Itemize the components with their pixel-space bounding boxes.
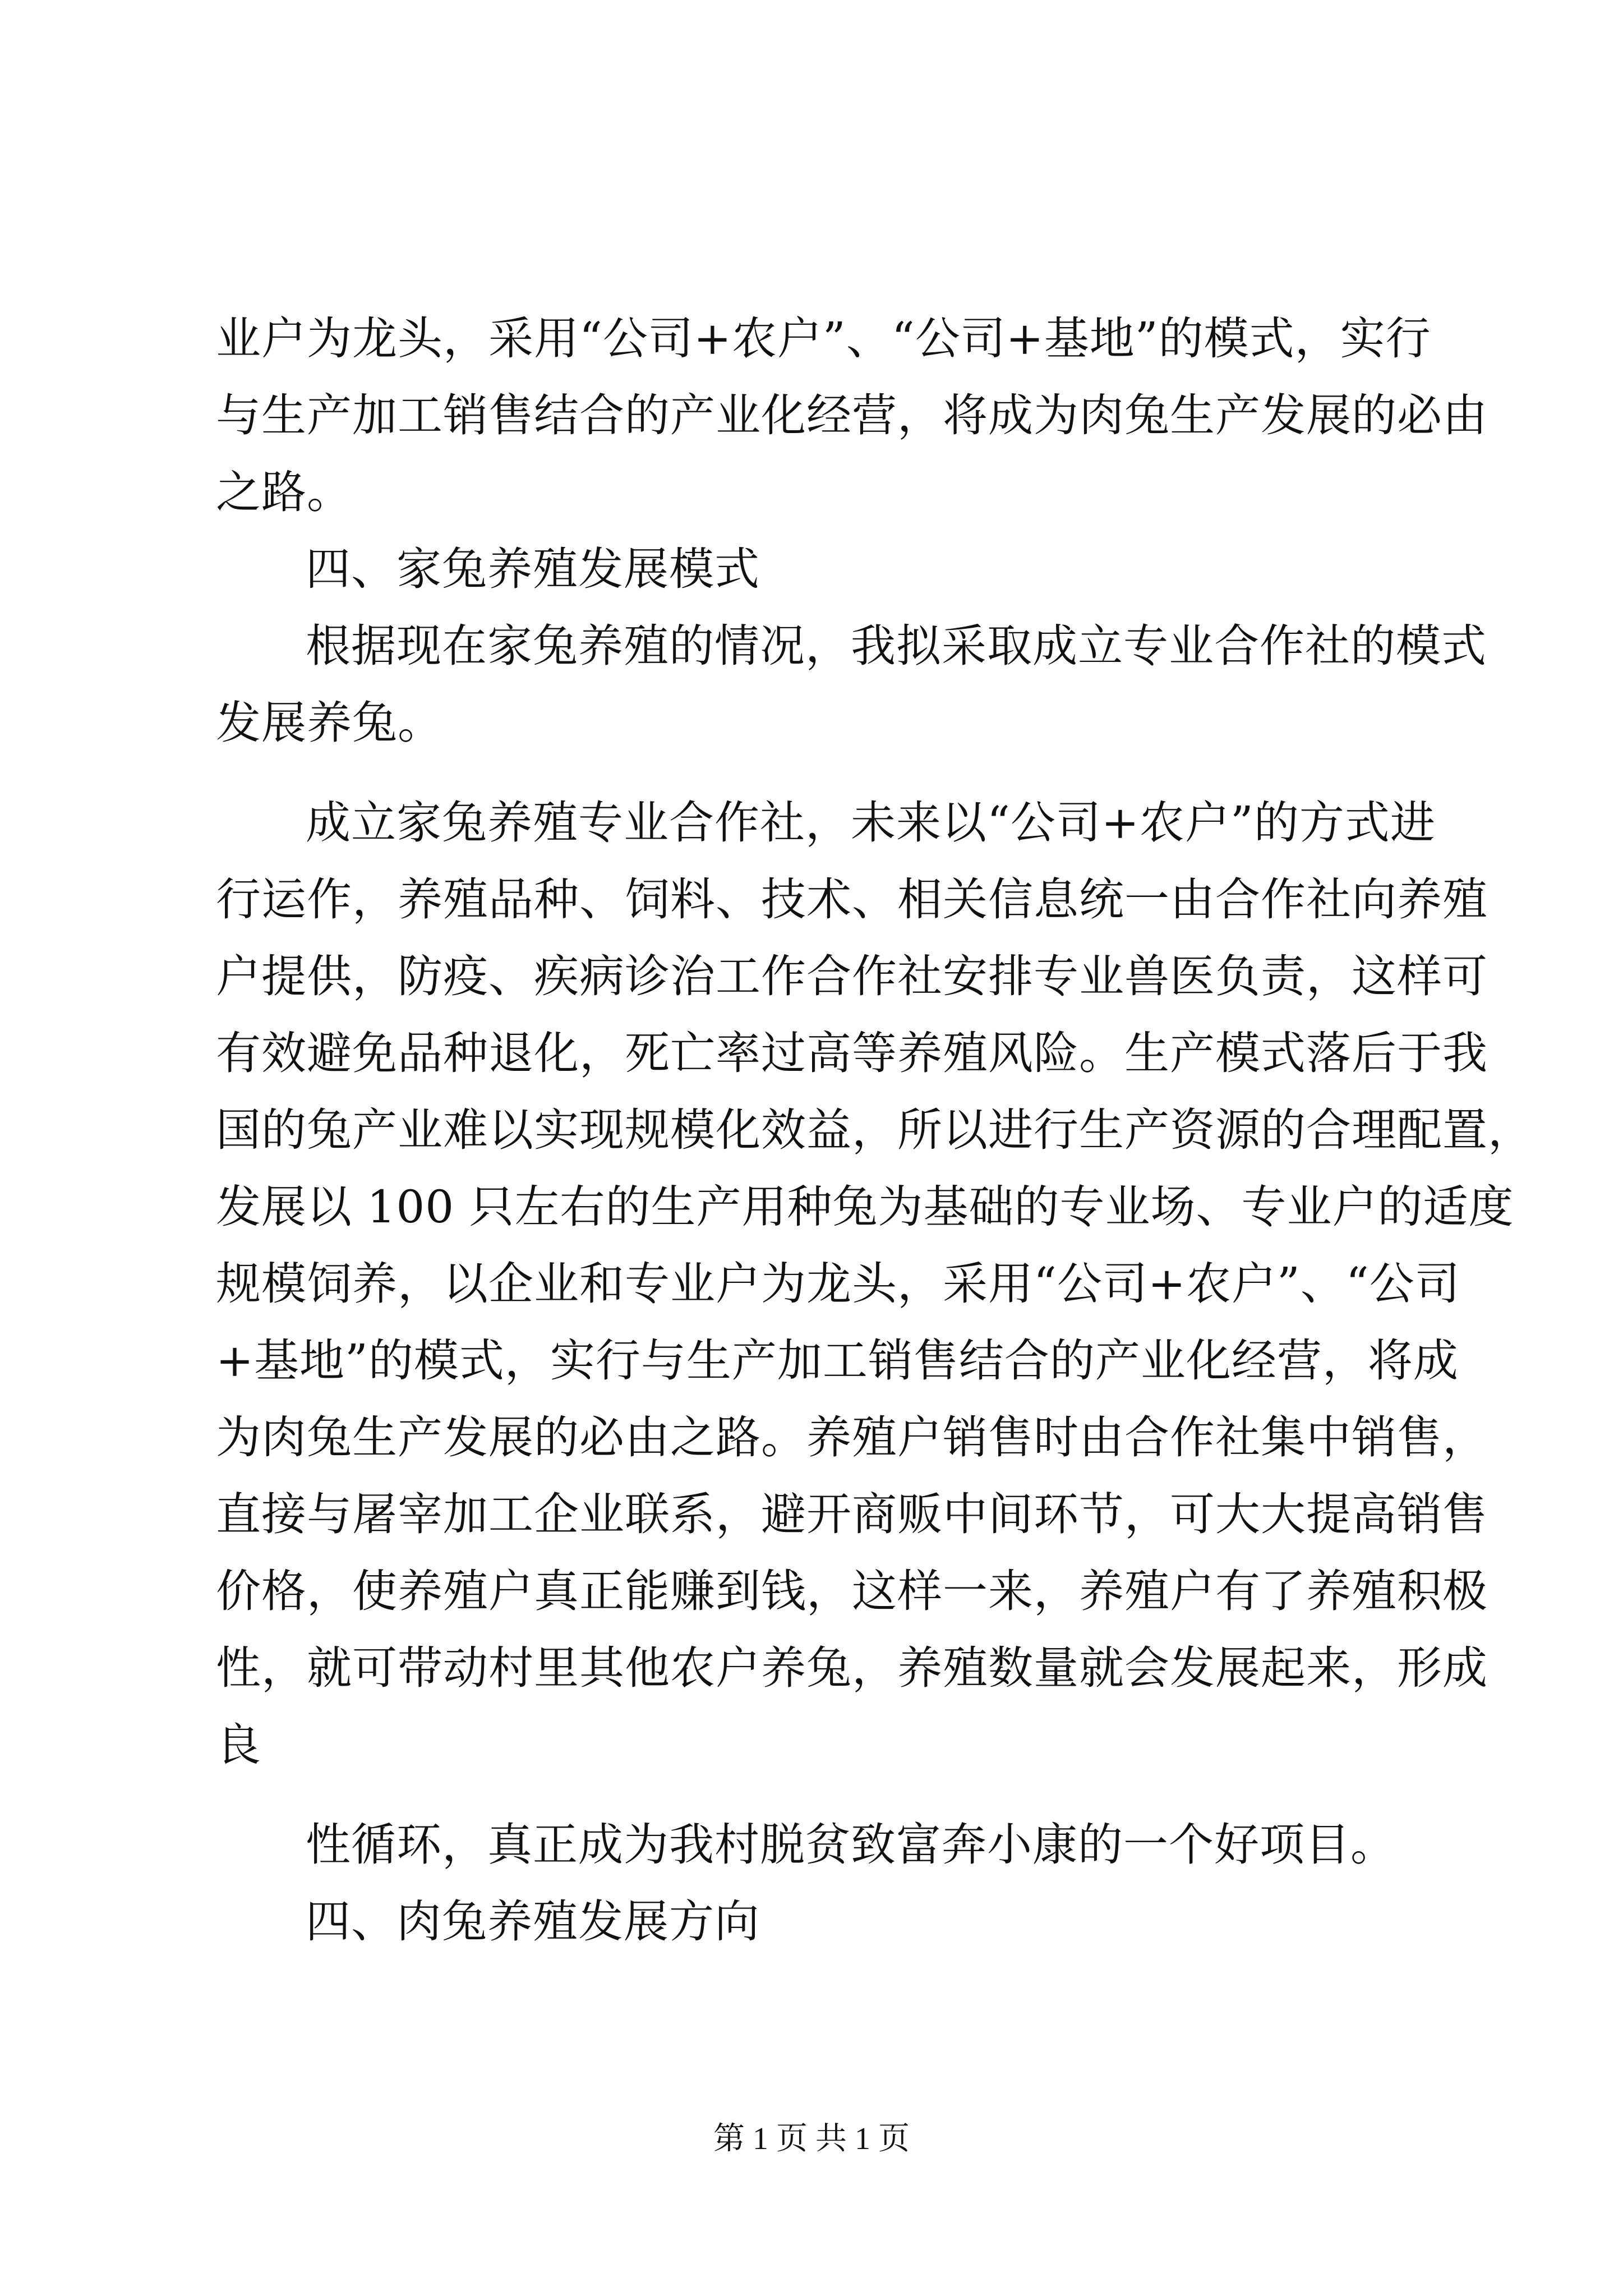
- document-body: [216, 300, 1533, 1960]
- text-line: 成立家兔养殖专业合作社，未来以“公司+农户”的方式进: [306, 797, 1436, 849]
- text-line: 业户为龙头，采用“公司+农户”、“公司+基地”的模式，实行: [216, 312, 1431, 365]
- text-line: 直接与屠宰加工企业联系，避开商贩中间环节，可大大提高销售: [216, 1488, 1488, 1540]
- text-line: 有效避免品种退化，死亡率过高等养殖风险。生产模式落后于我: [216, 1027, 1488, 1079]
- text-line: 性循环，真正成为我村脱贫致富奔小康的一个好项目。: [306, 1819, 1396, 1871]
- text-line: 国的兔产业难以实现规模化效益，所以进行生产资源的合理配置，: [216, 1104, 1533, 1156]
- paragraph-gap: [216, 761, 1427, 784]
- text-line: 与生产加工销售结合的产业化经营，将成为肉兔生产发展的必由: [216, 389, 1488, 441]
- section-heading: 四、家兔养殖发展模式: [306, 543, 760, 595]
- text-line: 发展以 100 只左右的生产用种兔为基础的专业场、专业户的适度: [216, 1181, 1514, 1233]
- page-footer: 第 1 页 共 1 页: [713, 2122, 910, 2156]
- text-line: 根据现在家兔养殖的情况，我拟采取成立专业合作社的模式: [306, 620, 1487, 672]
- text-line: 良: [216, 1719, 261, 1771]
- text-line: 户提供，防疫、疾病诊治工作合作社安排专业兽医负责，这样可: [216, 950, 1488, 1002]
- text-line: 为肉兔生产发展的必由之路。养殖户销售时由合作社集中销售，: [216, 1411, 1488, 1464]
- text-line: +基地”的模式，实行与生产加工销售结合的产业化经营，将成: [216, 1335, 1459, 1387]
- text-line: 行运作，养殖品种、饲料、技术、相关信息统一由合作社向养殖: [216, 873, 1488, 926]
- text-line: 发展养兔。: [216, 697, 443, 749]
- section-heading: 四、肉兔养殖发展方向: [306, 1895, 760, 1948]
- text-line: 之路。: [216, 466, 352, 518]
- text-line: 规模饲养，以企业和专业户为龙头，采用“公司+农户”、“公司: [216, 1258, 1460, 1310]
- paragraph-gap: [216, 1783, 1427, 1806]
- text-line: 性，就可带动村里其他农户养兔，养殖数量就会发展起来，形成: [216, 1642, 1488, 1694]
- text-line: 价格，使养殖户真正能赚到钱，这样一来，养殖户有了养殖积极: [216, 1565, 1488, 1617]
